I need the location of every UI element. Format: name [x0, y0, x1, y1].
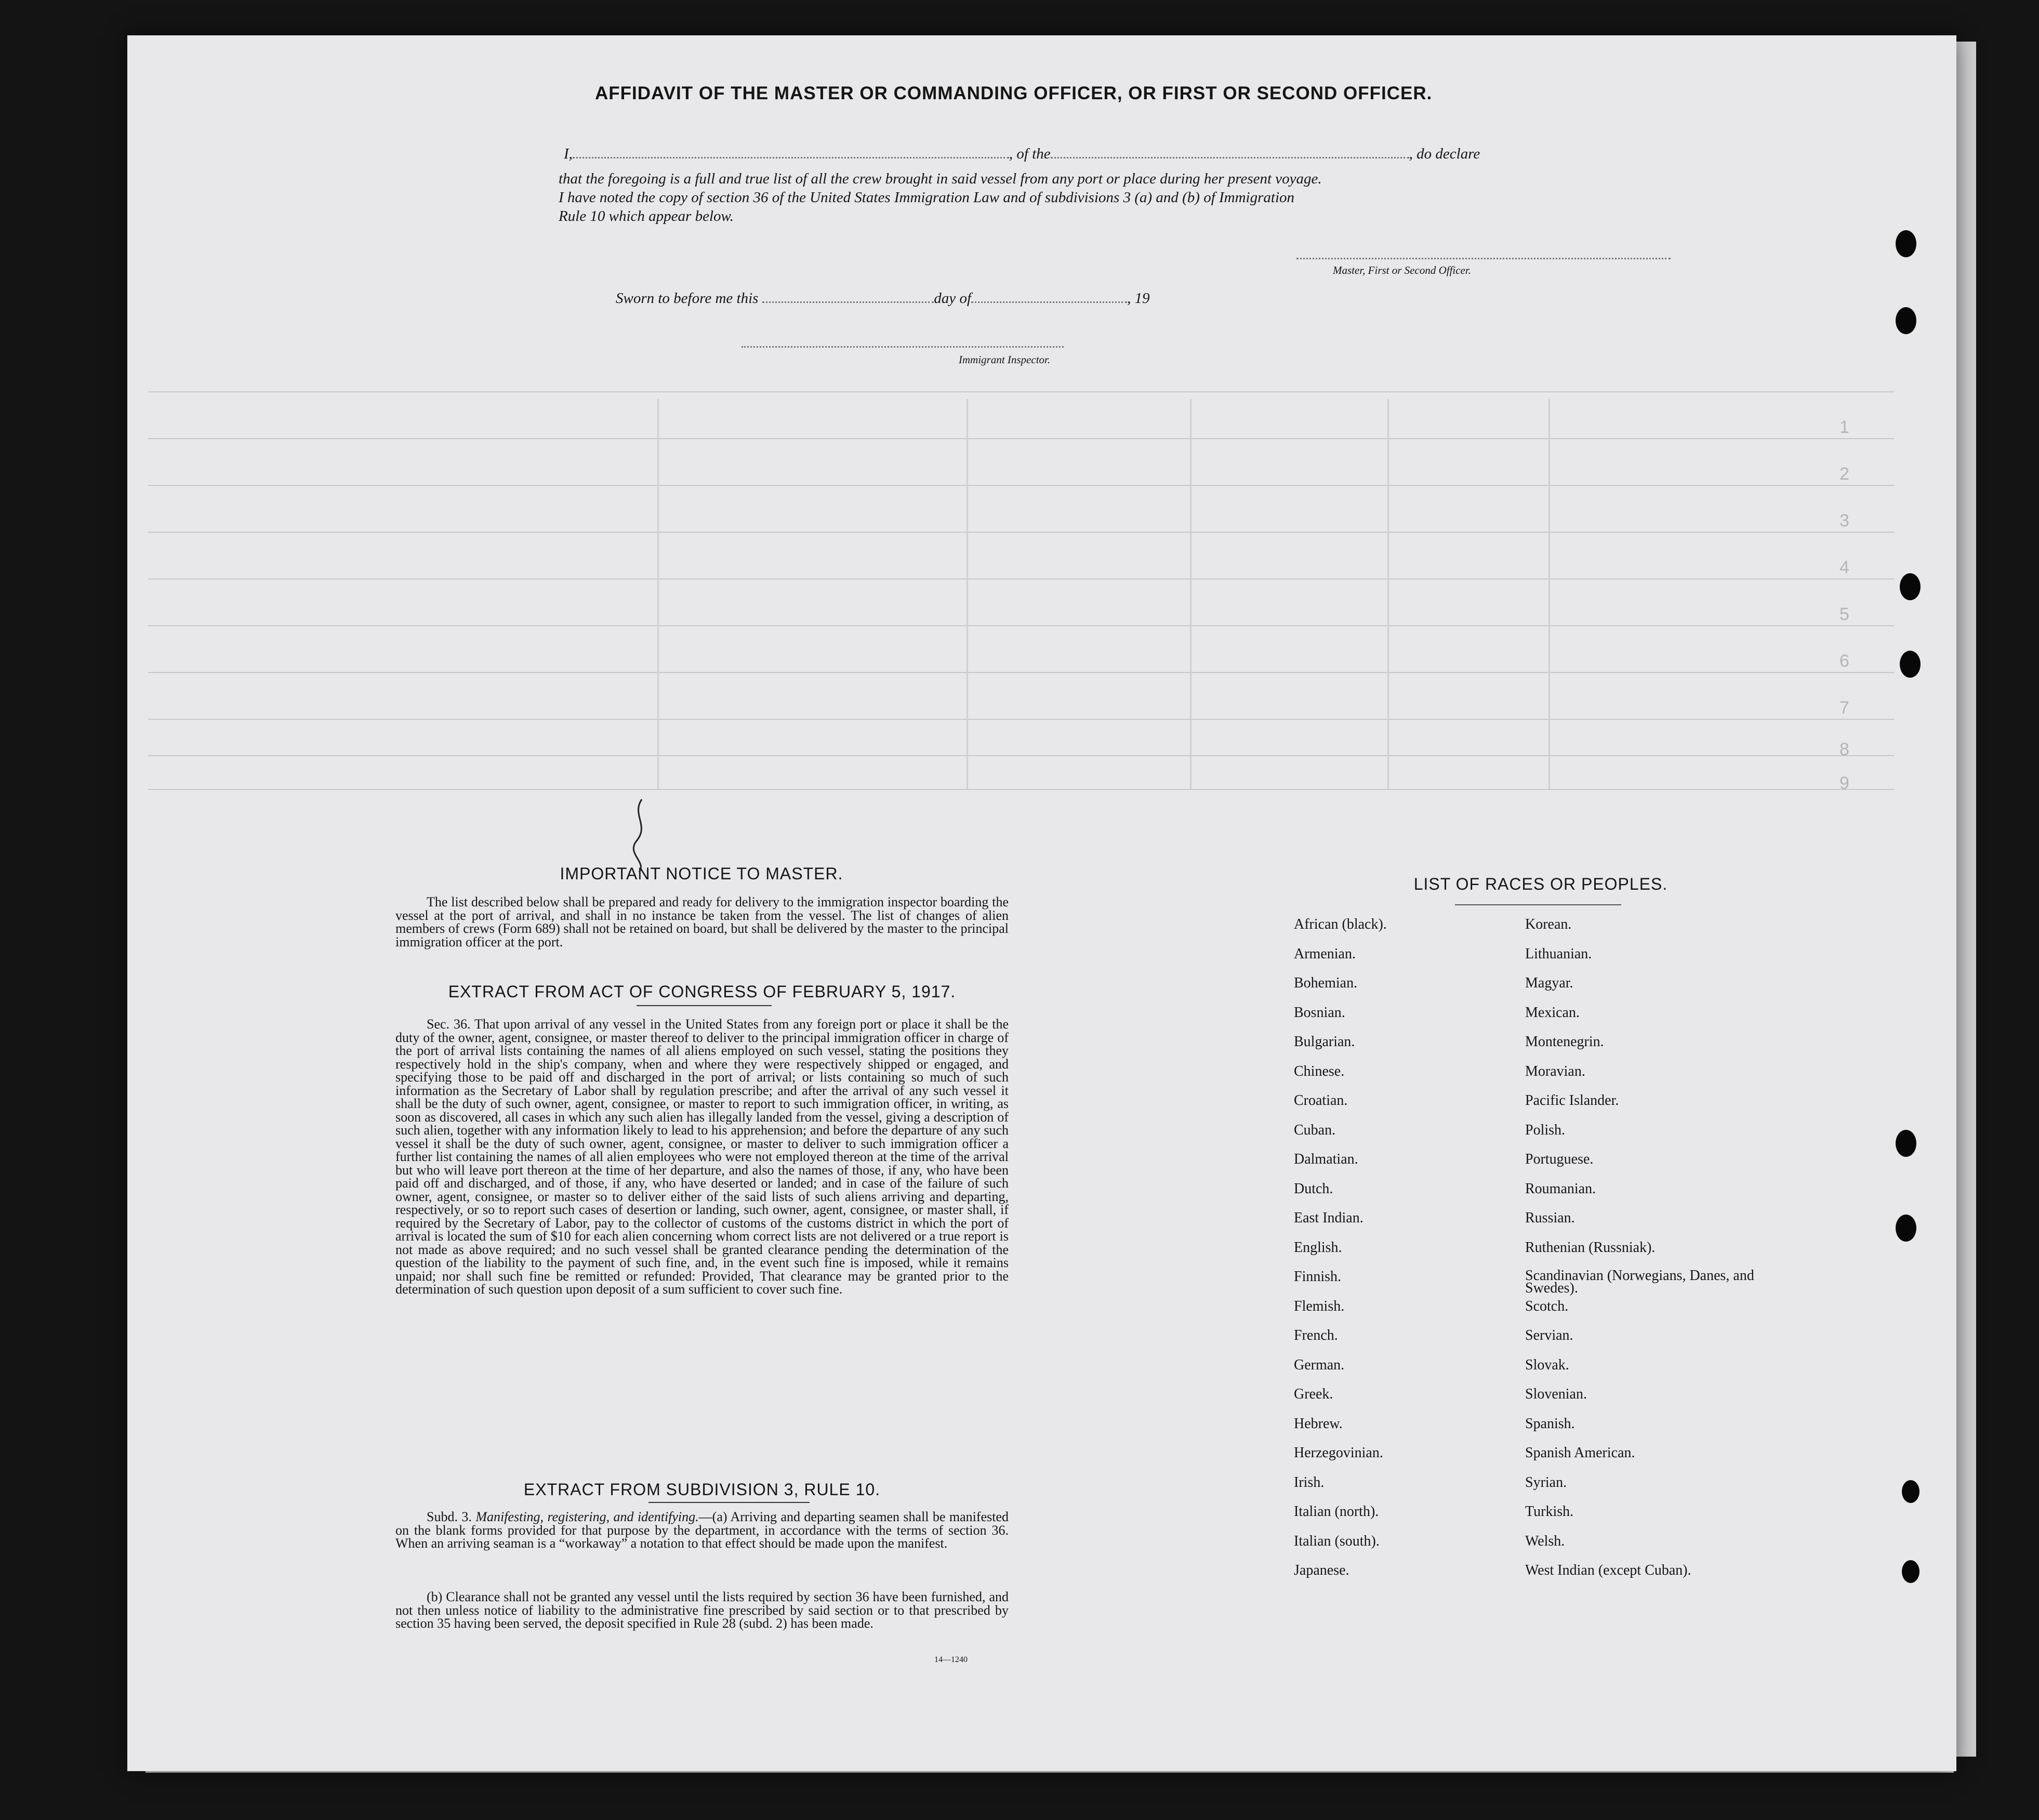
race-item: Italian (south). — [1294, 1533, 1380, 1549]
section-36-text — [395, 1018, 1009, 1296]
race-item: Japanese. — [1294, 1562, 1349, 1578]
binder-hole — [1902, 1560, 1919, 1583]
binder-hole — [1896, 230, 1916, 257]
race-item: Moravian. — [1525, 1063, 1585, 1079]
race-item: Chinese. — [1294, 1063, 1345, 1079]
year-text: , 19 — [1127, 290, 1150, 307]
race-item: French. — [1294, 1327, 1338, 1343]
race-item: Armenian. — [1294, 945, 1356, 962]
affidavit-line-4: Rule 10 which appear below. — [559, 208, 734, 225]
binder-hole — [1900, 651, 1921, 678]
race-item: Bohemian. — [1294, 975, 1358, 991]
race-item: West Indian (except Cuban). — [1525, 1562, 1691, 1578]
race-item: Magyar. — [1525, 975, 1573, 991]
binder-hole — [1896, 1215, 1916, 1242]
race-item: Korean. — [1525, 916, 1572, 932]
race-item: English. — [1294, 1239, 1342, 1256]
binder-hole — [1896, 307, 1916, 334]
race-item: Servian. — [1525, 1327, 1573, 1343]
month-blank-line — [971, 301, 1127, 303]
subd-part-a: —(a) Arriving and departing seamen shall be manifested on the blank forms provided for that purpose by the department, in accordance with the terms of section 36. When an arriving seaman is a “workaway” a notation to that effect should be made upon the manifest. — [395, 1509, 1009, 1551]
race-item: Spanish. — [1525, 1415, 1575, 1432]
name-blank-line — [573, 157, 1009, 159]
affidavit-line-3: I have noted the copy of section 36 of the United States Immigration Law and of subdivisions 3 (a) and (b) of Immigration — [559, 189, 1295, 206]
master-label: Master, First or Second Officer. — [1333, 264, 1471, 276]
race-item: Finnish. — [1294, 1269, 1342, 1285]
master-signature-line — [1296, 258, 1671, 259]
race-item: Scandinavian (Norwegians, Danes, and Swedes). — [1525, 1268, 1754, 1296]
vessel-blank-line — [1051, 157, 1409, 159]
binder-hole — [1900, 573, 1921, 600]
race-item: Herzegovinian. — [1294, 1445, 1383, 1461]
race-item: Irish. — [1294, 1474, 1325, 1491]
race-item: Cuban. — [1294, 1122, 1336, 1138]
section-label: Sec. 36. — [427, 1017, 471, 1032]
race-item: Dutch. — [1294, 1180, 1333, 1197]
extract-act-title: EXTRACT FROM ACT OF CONGRESS OF FEBRUARY 5, 1917. — [448, 982, 956, 1001]
affidavit-page: 1 2 3 4 5 6 7 8 9 AFFIDAVIT OF THE MASTER OR COMMANDING OFFICER, OR FIRST OR SECOND OFFICER. I, , of the , do declare that the foregoing is a full and true list of all the crew brought in said vessel from any port or place during her present voyage. I have noted the copy of section 36 of the United States Immigration Law and of subdivisions 3 (a) and (b) of Immigration Rule 10 which appear below. Master, First or Second Officer. Sworn to before me this day of , 19 Immigrant Inspector. IMPORTANT NOTICE TO MASTER. The list described below shall be prepared and ready for delivery to the immigration inspector boarding the vessel at the port of arrival, and shall in no instance be taken from the vessel. The list of changes of alien members of crews (Form 689) shall not be retained on board, but shall be delivered by the master to the principal immigration officer at the port. EXTRACT FROM ACT OF CONGRESS OF FEBRUARY 5, 1917. Sec. 36. That upon arrival of any vessel in the United States from any foreign port or place it shall be the duty of the owner, agent, consignee, or master thereof to deliver to the principal immigration officer in charge of the port of arrival lists containing the names of all aliens employed on such vessel, stating the positions they respectively hold in the ship's company, when and where they were respectively shipped or engaged, and specifying those to be paid off and discharged in the port of arrival; or lists containing so much of such information as the Secretary of Labor shall by regulation prescribe; and after the arrival of any such vessel it shall be the duty of such owner, agent, consignee, or master to report to such immigration officer, in writing, as soon as discovered, all cases in which any such alien has illegally landed from the vessel, giving a description of such alien, together with any information likely to lead to his apprehension; and before the departure of any such vessel it shall be the duty of such owner, agent, consignee, or master to deliver to such immigration officer a further list containing the names of all alien employees who were not employed thereon at the time of the arrival but who will leave port thereon at the time of her departure, and also the names of those, if any, who have been paid off and discharged, and of those, if any, who have deserted or landed; and in case of the failure of such owner, agent, consignee, or master so to deliver either of the said lists of such aliens arriving and departing, respectively, or so to report such cases of desertion or landing, such owner, agent, consignee, or master shall, if required by the Secretary of Labor, pay to the collector of customs of the customs district in which the port of arrival is located the sum of $10 for each alien concerning whom correct lists are not delivered or a true report is not made as above required; and no such vessel shall be granted clearance pending the determination of the question of the liability to the payment of such fine, and, in the event such fine is imposed, while it remains unpaid; nor shall such fine be remitted or refunded: Provided, That clearance may be granted prior to the determination of such question upon deposit of a sum sufficient to cover such fine. EXTRACT FROM SUBDIVISION 3, RULE 10. Subd. 3. Manifesting, registering, and identifying.—(a) Arriving and departing seamen shall be manifested on the blank forms provided for that purpose by the department, in accordance with the terms of section 36. When an arriving seaman is a “workaway” a notation to that effect should be made upon the manifest. (b) Clearance shall not be granted any vessel until the lists required by section 36 have been furnished, and not then unless notice of liability to the administrative fine prescribed by said section or to that prescribed by section 35 having been served, the deposit specified in Rule 28 (subd. 2) has been made. 14—1240 LIST OF RACES OR PEOPLES. African (black). Armenian. Bohemian. Bosnian. Bulgarian. Chinese. Croatian. Cuban. Dalmatian. Dutch. East Indian. English. Finnish. Flemish. French. German. Greek. Hebrew. Herzegovinian. Irish. Italian (north). Italian (south). Japanese. Korean. Lithuanian. Magyar. Mexican. Montenegrin. Moravian. Pacific Islander. Polish. Portuguese. Roumanian. Russian. Ruthenian (Russniak). Scandinavian (Norwegians, Danes, and Swedes). Scotch. Servian. Slovak. Slovenian. Spanish. Spanish American. Syrian. Turkish. Welsh. West Indian (except Cuban). — [127, 35, 1956, 1771]
race-item: Polish. — [1525, 1122, 1566, 1138]
inspector-label: Immigrant Inspector. — [959, 353, 1051, 366]
race-item: Roumanian. — [1525, 1180, 1596, 1197]
race-item: Welsh. — [1525, 1533, 1565, 1549]
race-item: Hebrew. — [1294, 1415, 1343, 1432]
extract-rule-underline — [648, 1502, 810, 1503]
day-blank-line — [762, 301, 934, 303]
race-item: Scotch. — [1525, 1298, 1569, 1314]
affidavit-do-declare: , do declare — [1409, 146, 1480, 162]
race-item: Turkish. — [1525, 1504, 1574, 1520]
race-item: Lithuanian. — [1525, 945, 1592, 962]
inspector-signature-line — [742, 346, 1064, 348]
sworn-text: Sworn to before me this — [616, 290, 759, 307]
race-item: Slovenian. — [1525, 1386, 1587, 1402]
binder-hole — [1896, 1130, 1916, 1157]
race-item: East Indian. — [1294, 1210, 1363, 1226]
affidavit-i: I, — [564, 146, 573, 162]
day-of-text: day of — [934, 290, 972, 307]
sworn-line — [616, 290, 1395, 307]
races-underline — [1455, 904, 1621, 905]
subd-3-part-b: (b) Clearance shall not be granted any vessel until the lists required by section 36 have been furnished, and not then unless notice of liability to the administrative fine prescribed by said section or to that prescribed by section 35 having been served, the deposit specified in Rule 28 (subd. 2) has been made. — [395, 1589, 1009, 1631]
race-item: Spanish American. — [1525, 1445, 1635, 1461]
race-item: Syrian. — [1525, 1474, 1567, 1491]
affidavit-of-the: , of the — [1009, 146, 1051, 162]
subd-3-part-a — [395, 1510, 1009, 1550]
form-number: 14—1240 — [934, 1655, 968, 1664]
notice-title: IMPORTANT NOTICE TO MASTER. — [560, 864, 843, 883]
race-item: Mexican. — [1525, 1004, 1580, 1021]
races-left-column — [1294, 917, 1517, 1593]
race-item: Bosnian. — [1294, 1004, 1345, 1021]
race-item: German. — [1294, 1356, 1345, 1373]
race-item: Montenegrin. — [1525, 1034, 1604, 1050]
affidavit-title: AFFIDAVIT OF THE MASTER OR COMMANDING OFFICER, OR FIRST OR SECOND OFFICER. — [595, 83, 1433, 103]
race-item: Slovak. — [1525, 1356, 1569, 1373]
extract-rule-title: EXTRACT FROM SUBDIVISION 3, RULE 10. — [523, 1480, 881, 1499]
race-item: Italian (north). — [1294, 1504, 1379, 1520]
race-item: Flemish. — [1294, 1298, 1345, 1314]
race-item: Ruthenian (Russniak). — [1525, 1239, 1656, 1256]
subd-heading: Manifesting, registering, and identifying. — [475, 1509, 699, 1524]
subd-label: Subd. 3. — [427, 1509, 472, 1524]
affidavit-line-1 — [564, 146, 1697, 163]
race-item: Dalmatian. — [1294, 1151, 1358, 1167]
race-item: Portuguese. — [1525, 1151, 1594, 1167]
races-title: LIST OF RACES OR PEOPLES. — [1413, 875, 1668, 893]
race-item: African (black). — [1294, 916, 1387, 932]
races-right-column — [1525, 917, 1795, 1593]
race-item: Bulgarian. — [1294, 1034, 1355, 1050]
notice-body: The list described below shall be prepared and ready for delivery to the immigration inspector boarding the vessel at the port of arrival, and shall in no instance be taken from the vessel. The list of changes of alien members of crews (Form 689) shall not be retained on board, but shall be delivered by the master to the principal immigration officer at the port. — [395, 894, 1009, 949]
race-item: Pacific Islander. — [1525, 1092, 1619, 1109]
section-body: That upon arrival of any vessel in the United States from any foreign port or place it shall be the duty of the owner, agent, consignee, or master thereof to deliver to the principal immigration officer in charge of the port of arrival lists containing the names of all aliens employed on such vessel, stating the positions they respectively hold in the ship's company, when and where they were respectively shipped or engaged, and specifying those to be paid off and discharged in the port of arrival; or lists containing so much of such information as the Secretary of Labor shall by regulation prescribe; and after the arrival of any such vessel it shall be the duty of such owner, agent, consignee, or master to report to such immigration officer, in writing, as soon as discovered, all cases in which any such alien has illegally landed from the vessel, giving a description of such alien, together with any information likely to lead to his apprehension; and before the departure of any such vessel it shall be the duty of such owner, agent, consignee, or master to deliver to such immigration officer a further list containing the names of all alien employees who were not employed thereon at the time of the arrival but who will leave port thereon at the time of her departure, and also the names of those, if any, who have been paid off and discharged, and of those, if any, who have deserted or landed; and in case of the failure of such owner, agent, consignee, or master so to deliver either of the said lists of such aliens arriving and departing, respectively, or so to report such cases of desertion or landing, such owner, agent, consignee, or master shall, if required by the Secretary of Labor, pay to the collector of customs of the customs district in which the port of arrival is located the sum of $10 for each alien concerning whom correct lists are not delivered or a true report is not made as above required; and no such vessel shall be granted clearance pending the determination of the question of the liability to the payment of such fine, and, in the event such fine is imposed, while it remains unpaid; nor shall such fine be remitted or refunded: Provided, That clearance may be granted prior to the determination of such question upon deposit of a sum sufficient to cover such fine. — [395, 1017, 1009, 1297]
binder-hole — [1902, 1480, 1919, 1503]
handwritten-squiggle — [621, 794, 663, 877]
affidavit-line-2: that the foregoing is a full and true list of all the crew brought in said vessel from any port or place during her present voyage. — [559, 170, 1322, 187]
race-item: Croatian. — [1294, 1092, 1348, 1109]
race-item: Russian. — [1525, 1210, 1575, 1226]
race-item: Greek. — [1294, 1386, 1333, 1402]
extract-act-underline — [637, 1005, 772, 1006]
